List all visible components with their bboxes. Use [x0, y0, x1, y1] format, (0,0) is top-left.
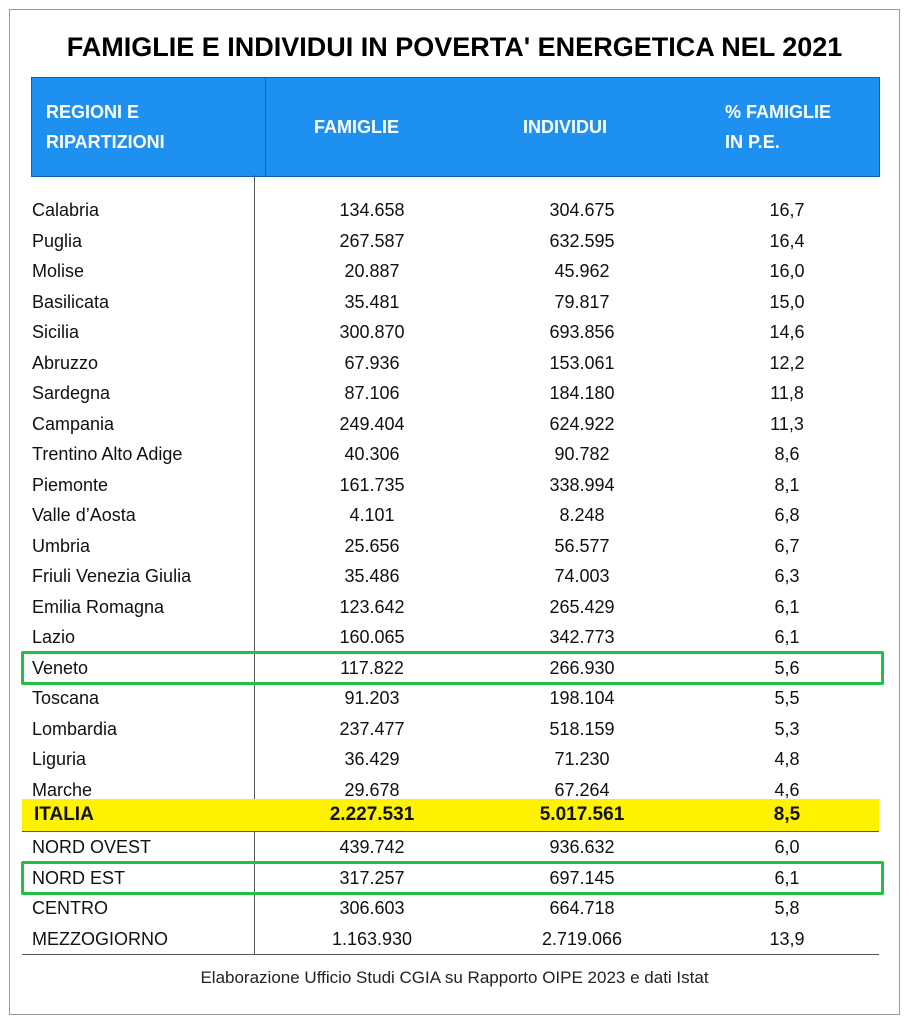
- table-row: [22, 500, 882, 530]
- page-title: FAMIGLIE E INDIVIDUI IN POVERTA' ENERGETICA NEL 2021: [66, 32, 843, 62]
- cell-famiglie: 237.477: [339, 718, 405, 739]
- cell-percentuale: 16,0: [769, 261, 805, 281]
- table-row: [22, 592, 882, 622]
- table-header: [31, 77, 880, 177]
- table-row-italia: [22, 799, 879, 831]
- cell-percentuale: 6,8: [774, 505, 800, 525]
- cell-individui: 632.595: [549, 230, 615, 251]
- highlight-box-nord-est: [21, 861, 884, 895]
- cell-famiglie: 40.306: [344, 444, 400, 464]
- table-bottom-line: [22, 954, 879, 955]
- cell-individui: 45.962: [554, 261, 610, 281]
- cell-region-name: Veneto: [32, 657, 89, 678]
- cell-individui: 697.145: [549, 867, 615, 888]
- cell-region-name: Marche: [32, 779, 93, 800]
- cell-famiglie: 36.429: [344, 749, 400, 769]
- cell-famiglie: 317.257: [339, 867, 405, 888]
- cell-individui: 2.719.066: [541, 928, 623, 949]
- cell-region-name: Trentino Alto Adige: [32, 444, 183, 464]
- cell-region-name: NORD EST: [32, 867, 126, 888]
- cell-famiglie: 35.486: [344, 566, 400, 586]
- cell-individui: 67.264: [554, 779, 610, 800]
- cell-famiglie: 20.887: [344, 261, 400, 281]
- header-regioni: [46, 78, 246, 176]
- table-row: [22, 256, 882, 286]
- cell-individui: 265.429: [549, 596, 615, 617]
- header-regioni-label: REGIONI E RIPARTIZIONI: [46, 102, 165, 152]
- cell-region-name: Abruzzo: [32, 352, 99, 373]
- cell-individui: 304.675: [549, 200, 615, 220]
- cell-percentuale: 8,6: [774, 444, 800, 464]
- table-row: [22, 561, 882, 591]
- cell-individui: 79.817: [554, 291, 610, 312]
- cell-region-name: NORD OVEST: [32, 837, 152, 857]
- cell-percentuale: 6,7: [774, 535, 800, 556]
- cell-region-name: Umbria: [32, 535, 91, 556]
- cell-individui: 153.061: [549, 352, 615, 373]
- cell-region-name: CENTRO: [32, 898, 108, 918]
- cell-famiglie: 117.822: [340, 657, 404, 678]
- cell-percentuale: 5,5: [774, 688, 800, 708]
- cell-famiglie: 2.227.531: [329, 804, 415, 825]
- source-footer: Elaborazione Ufficio Studi CGIA su Rapporto OIPE 2023 e dati Istat: [200, 968, 709, 987]
- table-row: [22, 714, 882, 744]
- cell-region-name: Calabria: [32, 200, 100, 220]
- cell-individui: 198.104: [549, 688, 615, 708]
- cell-famiglie: 87.106: [344, 383, 400, 403]
- cell-percentuale: 12,2: [769, 352, 805, 373]
- table-row: [22, 622, 882, 652]
- cell-region-name: Emilia Romagna: [32, 596, 165, 617]
- cell-famiglie: 4.101: [349, 505, 395, 525]
- cell-region-name: Sardegna: [32, 383, 111, 403]
- table-row: [22, 893, 882, 923]
- cell-percentuale: 6,1: [774, 627, 800, 647]
- cell-individui: 342.773: [549, 627, 615, 647]
- table-row: [22, 317, 882, 347]
- cell-individui: 266.930: [549, 657, 615, 678]
- cell-famiglie: 439.742: [339, 837, 405, 857]
- cell-individui: 8.248: [559, 505, 605, 525]
- table-row: [22, 439, 882, 469]
- header-percentuale-label: % FAMIGLIE IN P.E.: [725, 102, 832, 152]
- cell-famiglie: 249.404: [339, 413, 405, 434]
- cell-individui: 664.718: [549, 898, 615, 918]
- cell-famiglie: 91.203: [344, 688, 400, 708]
- table-row: [22, 409, 882, 439]
- cell-percentuale: 11,8: [770, 383, 804, 403]
- cell-famiglie: 25.656: [344, 535, 400, 556]
- cell-region-name: Piemonte: [32, 474, 109, 495]
- cell-famiglie: 306.603: [339, 898, 405, 918]
- cell-percentuale: 15,0: [769, 291, 805, 312]
- table-row: [22, 348, 882, 378]
- cell-individui: 624.922: [549, 413, 615, 434]
- table-row: [22, 470, 882, 500]
- cell-individui: 74.003: [554, 566, 610, 586]
- header-percentuale: [725, 78, 875, 176]
- document-frame: [9, 9, 900, 1015]
- cell-region-name: Lombardia: [32, 718, 118, 739]
- header-separator: [265, 78, 266, 176]
- cell-famiglie: 67.936: [344, 352, 400, 373]
- table-row: [22, 683, 882, 713]
- table-row: [22, 832, 882, 862]
- cell-percentuale: 6,1: [774, 867, 800, 888]
- cell-region-name: Friuli Venezia Giulia: [32, 566, 192, 586]
- table-row: [22, 378, 882, 408]
- header-famiglie: FAMIGLIE: [314, 117, 399, 137]
- highlight-box-veneto: [21, 651, 884, 685]
- cell-region-name: Campania: [32, 413, 115, 434]
- cell-percentuale: 5,8: [774, 898, 800, 918]
- cell-percentuale: 16,7: [769, 200, 805, 220]
- cell-percentuale: 14,6: [769, 322, 805, 342]
- cell-percentuale: 5,6: [774, 657, 800, 678]
- cell-percentuale: 13,9: [769, 928, 805, 949]
- cell-region-name: ITALIA: [34, 804, 94, 825]
- cell-percentuale: 6,1: [774, 596, 800, 617]
- cell-individui: 693.856: [549, 322, 615, 342]
- cell-percentuale: 4,6: [774, 779, 800, 800]
- table-row: [22, 195, 882, 225]
- cell-famiglie: 300.870: [339, 322, 405, 342]
- table-row: [22, 924, 882, 954]
- cell-percentuale: 8,5: [773, 804, 801, 825]
- cell-individui: 518.159: [549, 718, 615, 739]
- cell-famiglie: 161.735: [339, 474, 405, 495]
- cell-individui: 71.230: [554, 749, 610, 769]
- table-row: [22, 226, 882, 256]
- cell-region-name: Molise: [32, 261, 85, 281]
- cell-percentuale: 16,4: [769, 230, 805, 251]
- cell-famiglie: 1.163.930: [331, 928, 413, 949]
- cell-individui: 338.994: [549, 474, 615, 495]
- header-individui: INDIVIDUI: [523, 117, 608, 137]
- cell-famiglie: 123.642: [339, 596, 405, 617]
- cell-region-name: Liguria: [32, 749, 87, 769]
- cell-percentuale: 6,3: [774, 566, 800, 586]
- cell-region-name: Valle d’Aosta: [32, 505, 136, 525]
- cell-region-name: Sicilia: [32, 322, 80, 342]
- table-row: [22, 287, 882, 317]
- cell-individui: 184.180: [549, 383, 615, 403]
- table-row: [22, 744, 882, 774]
- cell-percentuale: 6,0: [774, 837, 800, 857]
- cell-region-name: Basilicata: [32, 291, 110, 312]
- cell-percentuale: 5,3: [774, 718, 800, 739]
- cell-percentuale: 11,3: [770, 413, 804, 434]
- cell-region-name: Toscana: [32, 688, 100, 708]
- cell-region-name: MEZZOGIORNO: [32, 928, 168, 949]
- cell-individui: 90.782: [554, 444, 610, 464]
- cell-individui: 5.017.561: [539, 804, 625, 825]
- cell-famiglie: 134.658: [339, 200, 405, 220]
- cell-percentuale: 4,8: [774, 749, 800, 769]
- cell-famiglie: 29.678: [344, 779, 400, 800]
- cell-famiglie: 160.065: [339, 627, 405, 647]
- cell-region-name: Puglia: [32, 230, 83, 251]
- cell-famiglie: 267.587: [339, 230, 405, 251]
- cell-percentuale: 8,1: [774, 474, 800, 495]
- table-row: [22, 531, 882, 561]
- cell-individui: 936.632: [549, 837, 615, 857]
- cell-region-name: Lazio: [32, 627, 76, 647]
- cell-famiglie: 35.481: [344, 291, 400, 312]
- cell-individui: 56.577: [554, 535, 610, 556]
